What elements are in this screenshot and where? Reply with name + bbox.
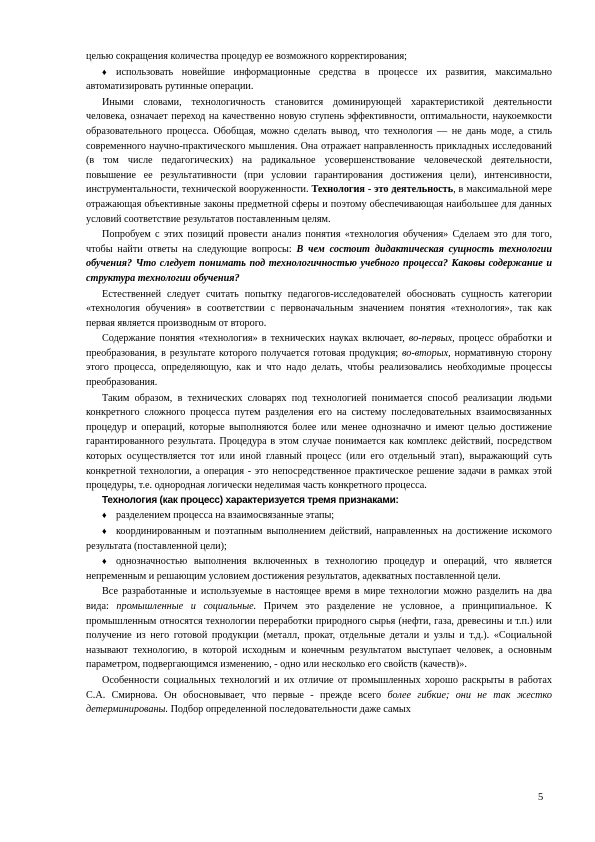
text: , в максимальной мере отражающая объективные законы предметной сферы и поэтому обеспечивающая наибольшее для данных условий соответствие результатов поставленным целям. [86,184,552,225]
page-number: 5 [538,792,544,803]
italic-text: более гибкие; они не так жестко детерминированы. [86,689,552,716]
text: Иными словами, технологичность становится доминирующей характеристикой деятельности человека, означает переход на качественно новую ступень эффективности, оптимальности, наукоемкости образовательного процесса. Обобщая, можно сделать вывод, что технология — не дань моде, а стиль современного научно-практического мышления. Она отражает направленность прикладных исследований (в том числе педагогических) на радикальное усовершенствование человеческой деятельности, повышение ее результативности (при условии гарантирования достижения цели), интенсивности, инструментальности, технической вооруженности. [86,96,552,196]
paragraph: Естественней следует считать попытку педагогов-исследователей обосновать сущность категории «технология обучения» в соответствии с первоначальным значением понятия «технология», так как первая является производным от второго. [86,288,552,329]
bullet-text: однозначностью выполнения включенных в технологию процедур и операций, что является непременным и решающим условием достижения результатов, адекватных поставленной цели. [86,556,552,582]
heading-text: Технология (как процесс) характеризуется тремя признаками: [102,494,399,506]
bullet-text: координированным и поэтапным выполнением действий, направленных на достижение искомого результата (поставленной цели); [86,526,552,552]
text: Попробуем с этих позиций провести анализ понятия «технология обучения» Сделаем это для того, чтобы найти ответы на следующие вопросы: [86,229,552,255]
paragraph [86,585,552,673]
bullet-item [86,65,552,95]
text: нормативную сторону этого процесса, определяющую, как и что надо делать, чтобы реализовались необходимые процессы преобразования. [86,347,552,389]
section-heading [86,494,552,509]
diamond-bullet-icon: ♦ [102,510,107,521]
italic-text: промышленные и социальные. [116,600,257,612]
bullet-text: использовать новейшие информационные средства в процессе их развития, максимально автоматизировать рутинные операции. [86,66,552,93]
paragraph [86,96,552,227]
text: Все разработанные и используемые в настоящее время в мире технологии можно разделить на два вида: [86,586,552,612]
paragraph: Таким образом, в технических словарях под технологией понимается способ реализации людьми конкретного сложного процесса путем разделения его на систему последовательных взаимосвязанных процедур и операций, которые выполняются более или менее однозначно и имеют целью достижение гарантированного результата. Процедура в этом случае понимается как комплекс действий, посредством которых осуществляется тот или иной главный процесс (или его отдельный этап), выражающий суть конкретной технологии, а операция - это непосредственное практическое решение задачи в рамках этой процедуры, т.е. однородная логически неделимая часть конкретного процесса. [86,392,552,492]
bullet-item [86,508,552,524]
bold-italic-questions: В чем состоит дидактическая сущность технологии обучения? Что следует понимать под технологичностью учебного процесса? Каковы содержание и структура технологии обучения? [86,243,552,284]
diamond-bullet-icon: ♦ [102,556,107,567]
bullet-text: разделением процесса на взаимосвязанные этапы; [116,510,335,522]
italic-text: во-первых, [408,333,455,345]
text: Подбор определенной последовательности даже самых [168,704,411,716]
diamond-bullet-icon: ♦ [102,66,107,77]
paragraph [86,228,552,286]
italic-text: во-вторых, [401,347,451,359]
text: Особенности социальных технологий и их отличие от промышленных хорошо раскрыты в работах С.А. Смирнова. Он обосновывает, что первые - прежде всего [86,674,552,701]
document-page [86,50,552,718]
diamond-bullet-icon: ♦ [102,526,107,536]
bold-text: Технология - это деятельность [311,184,454,196]
bullet-item [86,524,552,554]
text: процесс обработки и преобразования, в результате которого получается готовая продукция; [86,333,552,359]
paragraph [86,332,552,390]
bullet-item [86,554,552,584]
text: Причем это разделение не условное, а принципиальное. К промышленным относятся технологии переработки природного сырья (нефти, газа, древесины и т.п.) или получение из него готовой продукции (металл, прокат, отдельные детали и узлы и т.д.). «Социальной называют технологию, в которой исходным и конечным результатом выступает человек, а основным параметром, подвергающимся изменению, - одно или несколько его свойств (качеств)». [86,600,552,671]
paragraph-continuation: целью сокращения количества процедур ее возможного корректирования; [86,51,407,62]
text: Содержание понятия «технология» в технических науках включает, [102,333,409,345]
paragraph [86,674,552,718]
